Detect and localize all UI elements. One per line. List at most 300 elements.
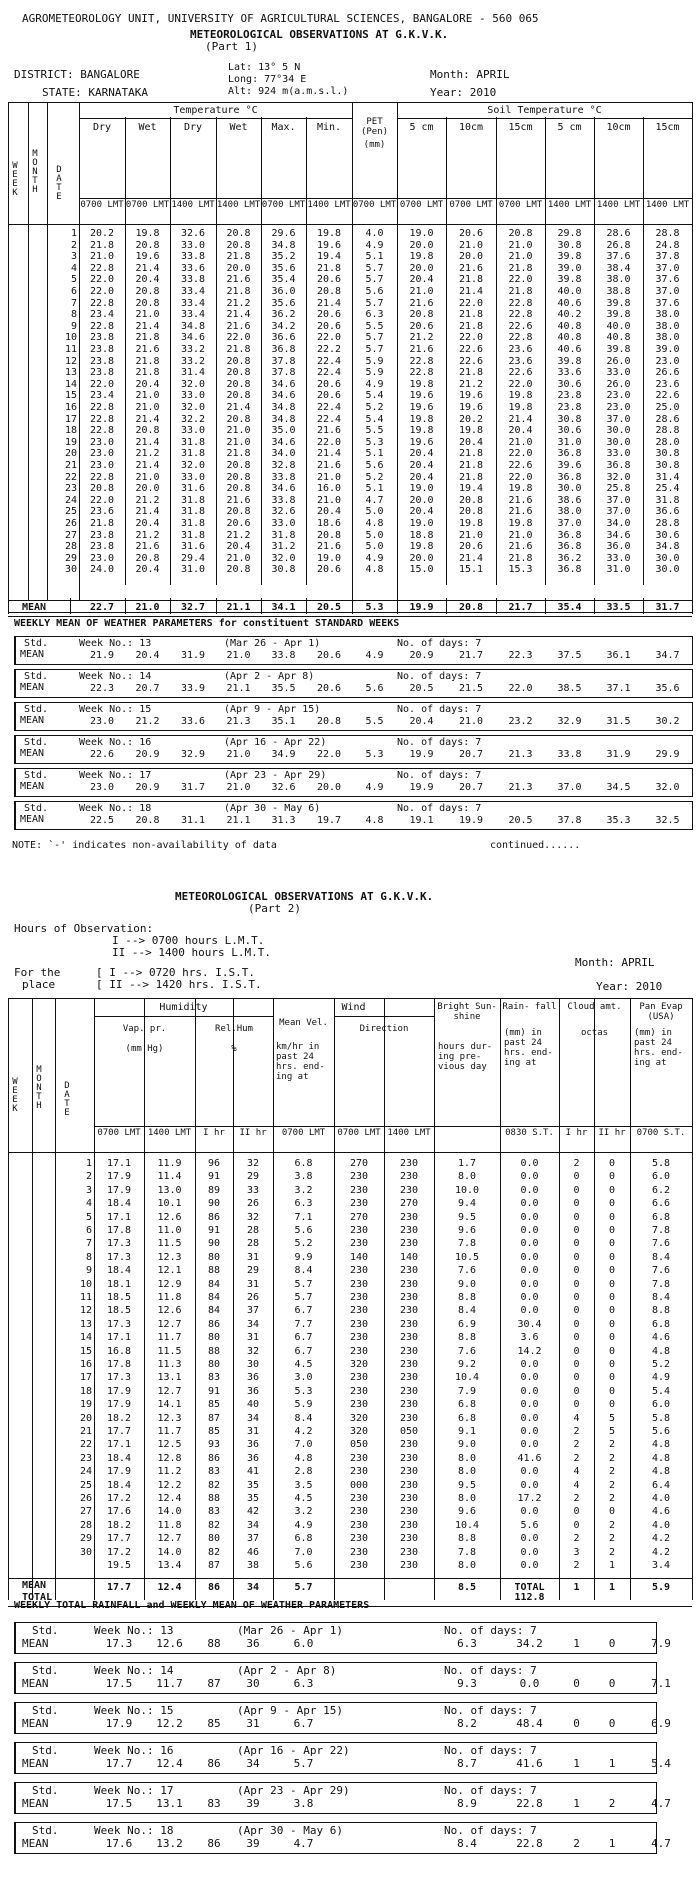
date-cell: 14 (79, 1332, 92, 1344)
data-cell: 12.6 (157, 1305, 182, 1317)
data-cell: 36.0 (271, 286, 296, 297)
data-cell: 31.8 (180, 448, 206, 460)
date-cell: 22 (79, 1439, 92, 1451)
data-cell: 20.6 (226, 518, 251, 529)
data-cell: 39.8 (606, 297, 631, 309)
data-cell: 36.8 (557, 448, 582, 460)
data-cell: 21.6 (508, 506, 533, 518)
weekly-value: 0 (573, 1717, 580, 1730)
data-cell: 270 (349, 1211, 369, 1223)
data-cell: 5.9 (365, 367, 384, 379)
data-cell: 26.6 (655, 367, 680, 379)
data-cell: 96 (207, 1158, 221, 1169)
data-cell: 22.0 (458, 297, 484, 309)
data-cell: 22.0 (226, 332, 251, 344)
data-cell: 2 (573, 1533, 580, 1545)
data-cell: 0 (573, 1171, 580, 1183)
data-cell: 38.0 (557, 506, 582, 518)
time-header: 0700 LMT (352, 200, 397, 210)
weekly-value: 17.9 (105, 1717, 133, 1730)
data-cell: 36.0 (606, 541, 631, 553)
data-cell: 230 (349, 1372, 369, 1384)
column-divider (594, 598, 595, 614)
data-cell: 23.6 (508, 355, 533, 367)
date-cell: 24 (64, 494, 77, 506)
data-cell: 82 (207, 1519, 221, 1531)
data-cell: 22.6 (508, 367, 533, 379)
data-cell: 21.4 (316, 448, 342, 460)
data-cell: 230 (349, 1238, 369, 1250)
data-cell: 5.6 (651, 1426, 671, 1437)
data-cell: 230 (349, 1466, 369, 1478)
data-cell: 12.7 (157, 1385, 182, 1397)
date-cell: 15 (64, 390, 77, 402)
column-divider (692, 998, 693, 1600)
data-cell: 230 (399, 1184, 419, 1196)
data-cell: 270 (399, 1198, 419, 1210)
weekly-mean-label: MEAN (22, 1677, 49, 1690)
data-cell: 20.4 (508, 425, 533, 437)
data-cell: 34.8 (271, 239, 296, 251)
data-cell: 91 (207, 1225, 221, 1236)
date-cell: 18 (64, 425, 77, 437)
data-cell: 230 (399, 1560, 419, 1571)
data-cell: 18.1 (106, 1278, 132, 1290)
data-cell: 4.8 (651, 1439, 671, 1451)
date-cell: 8 (70, 309, 77, 321)
data-cell: 20.8 (508, 228, 533, 239)
weekly-value: 11.7 (156, 1677, 183, 1690)
data-cell: 5.2 (365, 402, 384, 413)
data-cell: 0.0 (520, 1399, 539, 1411)
mean-cell: 12.4 (157, 1582, 182, 1593)
date-cell: 14 (64, 378, 77, 390)
data-cell: 21.0 (458, 239, 484, 251)
data-cell: 33.8 (271, 471, 296, 483)
data-cell: 21.6 (508, 494, 533, 506)
data-cell: 80 (207, 1332, 221, 1344)
weekly-mean-label: MEAN (22, 1797, 49, 1810)
date-cell: 9 (70, 320, 77, 332)
date-cell: 10 (79, 1278, 92, 1290)
data-cell: 230 (349, 1533, 369, 1545)
data-cell: 17.6 (106, 1506, 132, 1518)
data-cell: 4.0 (365, 228, 384, 239)
weekly-value: 21.3 (508, 782, 533, 793)
weekly-days: No. of days: 7 (444, 1624, 537, 1637)
data-cell: 20.0 (409, 262, 434, 274)
weekly-range: (Apr 30 - May 6) (224, 803, 321, 814)
rule-line (79, 198, 692, 199)
data-cell: 0.0 (520, 1184, 539, 1196)
data-cell: 0 (608, 1332, 616, 1344)
weekly-value: 21.3 (508, 749, 533, 760)
weekly-days: No. of days: 7 (444, 1744, 537, 1757)
mean-cell: 21.7 (508, 602, 533, 613)
weekly-days: No. of days: 7 (397, 671, 482, 682)
data-cell: 22.8 (89, 402, 115, 413)
time-header: 0700 LMT (97, 1128, 141, 1138)
data-cell: 31.0 (180, 564, 206, 576)
data-cell: 19.0 (316, 552, 342, 564)
data-cell: 22.8 (409, 355, 434, 367)
data-cell: 14.1 (157, 1399, 182, 1411)
data-cell: 37.8 (271, 355, 296, 367)
date-cell: 8 (85, 1251, 92, 1263)
data-cell: 5.2 (294, 1238, 313, 1250)
data-cell: 22.8 (89, 471, 115, 483)
data-cell: 20.4 (458, 436, 484, 448)
data-cell: 34.8 (180, 320, 206, 332)
data-cell: 88 (207, 1493, 221, 1504)
weekly-value: 17.6 (105, 1837, 133, 1850)
date-column-header: DATE (64, 1081, 70, 1118)
date-cell: 19 (64, 436, 77, 448)
soil-subheader: 5 cm (557, 122, 582, 133)
weekly-title-part1: WEEKLY MEAN OF WEATHER PARAMETERS for constituent STANDARD WEEKS (14, 618, 400, 629)
data-cell: 28.0 (655, 436, 680, 448)
data-cell: 17.1 (106, 1211, 132, 1223)
mean-vel-header: Mean Vel. (279, 1018, 328, 1028)
data-cell: 19.0 (409, 518, 434, 529)
weekly-value: 3.8 (293, 1797, 314, 1810)
data-cell: 83 (207, 1506, 221, 1518)
data-cell: 12.3 (157, 1412, 182, 1424)
weekly-value: 33.8 (271, 650, 296, 661)
data-cell: 4.6 (651, 1506, 671, 1518)
data-cell: 34.8 (655, 541, 680, 553)
weekly-value: 6.0 (293, 1637, 314, 1650)
data-cell: 4.2 (294, 1426, 313, 1437)
data-cell: 5.6 (365, 286, 384, 297)
weekly-value: 22.0 (316, 749, 342, 760)
data-cell: 21.8 (458, 448, 484, 460)
weekly-value: 22.3 (89, 683, 115, 694)
temp-subheader: Wet (229, 122, 248, 133)
weekly-value: 0.0 (519, 1677, 540, 1690)
time-header: 0700 LMT (337, 1128, 381, 1138)
data-cell: 37 (246, 1305, 260, 1317)
data-cell: 4.8 (365, 564, 384, 576)
weekly-days: No. of days: 7 (444, 1704, 537, 1717)
mean-cell: 1 (573, 1582, 580, 1593)
data-cell: 2 (573, 1452, 580, 1464)
data-cell: 21.6 (226, 494, 251, 506)
data-cell: 38.6 (557, 494, 582, 506)
weekly-value: 19.1 (409, 815, 434, 826)
weekly-value: 32.9 (557, 716, 582, 727)
data-cell: 18.6 (316, 518, 342, 529)
data-cell: 22.0 (89, 494, 115, 506)
data-cell: 20.2 (89, 228, 115, 239)
weekly-std-label: Std. (24, 737, 49, 748)
weekly-std-label: Std. (32, 1744, 59, 1757)
data-cell: 8.8 (457, 1292, 477, 1303)
data-cell: 5.2 (651, 1359, 671, 1370)
data-cell: 25.0 (655, 402, 680, 413)
data-cell: 11.5 (157, 1345, 182, 1357)
mean-cell: 21.0 (135, 602, 160, 613)
data-cell: 0 (573, 1372, 580, 1384)
data-cell: 10.4 (454, 1519, 480, 1531)
data-cell: 36.2 (557, 552, 582, 564)
data-cell: 0 (573, 1385, 580, 1397)
weekly-value: 4.9 (365, 782, 384, 793)
weekly-value: 88 (207, 1637, 221, 1650)
data-cell: 29.6 (271, 228, 296, 239)
data-cell: 22.0 (508, 448, 533, 460)
latitude: Lat: 13° 5 N (228, 62, 301, 73)
weekly-value: 20.8 (135, 815, 160, 826)
data-cell: 4.6 (651, 1332, 671, 1344)
rule-line (8, 600, 692, 601)
time-header: 1400 LMT (171, 200, 215, 210)
data-cell: 21.0 (135, 471, 160, 483)
data-cell: 87 (207, 1560, 221, 1571)
data-cell: 36 (246, 1452, 260, 1464)
data-cell: 36.8 (557, 541, 582, 553)
weekly-value: 20.9 (135, 782, 160, 793)
data-cell: 230 (349, 1519, 369, 1531)
data-cell: 0 (573, 1211, 580, 1223)
data-cell: 2 (573, 1493, 580, 1504)
data-cell: 33.0 (271, 518, 296, 529)
data-cell: 230 (349, 1345, 369, 1357)
data-cell: 7.6 (651, 1265, 671, 1277)
data-cell: 5.8 (651, 1412, 671, 1424)
data-cell: 38 (246, 1560, 260, 1571)
data-cell: 4.0 (651, 1493, 671, 1504)
data-cell: 20.4 (409, 274, 434, 286)
data-cell: 21.6 (316, 425, 342, 437)
data-cell: 4 (573, 1479, 580, 1491)
data-cell: 20.8 (226, 483, 251, 495)
data-cell: 23.8 (557, 390, 582, 402)
data-cell: 21.2 (135, 494, 160, 506)
district-label: DISTRICT: BANGALORE (14, 68, 140, 81)
data-cell: 230 (349, 1225, 369, 1236)
data-cell: 5.9 (294, 1399, 313, 1411)
weekly-value: 0 (573, 1677, 580, 1690)
data-cell: 83 (207, 1372, 221, 1384)
weekly-value: 20.8 (316, 716, 342, 727)
data-cell: 19.8 (458, 425, 484, 437)
date-cell: 9 (85, 1265, 92, 1277)
humidity-group-header: Humidity (159, 1002, 208, 1013)
date-cell: 16 (64, 402, 77, 413)
time-header: 1400 LMT (596, 200, 641, 210)
date-cell: 29 (64, 552, 77, 564)
weekly-days: No. of days: 7 (444, 1824, 537, 1837)
data-cell: 19.5 (106, 1560, 132, 1571)
data-cell: 19.0 (409, 483, 434, 495)
weekly-range: (Apr 23 - Apr 29) (224, 770, 327, 781)
data-cell: 3.2 (294, 1184, 313, 1196)
data-cell: 93 (207, 1439, 221, 1451)
weekly-std-label: Std. (24, 671, 49, 682)
data-cell: 22.0 (508, 471, 533, 483)
weekly-value: 12.4 (156, 1757, 183, 1770)
data-cell: 050 (349, 1439, 369, 1451)
data-cell: 33.0 (180, 425, 206, 437)
data-cell: 28.6 (655, 413, 680, 425)
data-cell: 5.0 (365, 541, 384, 553)
date-cell: 12 (64, 355, 77, 367)
data-cell: 8.0 (457, 1560, 477, 1571)
data-cell: 31.4 (180, 367, 206, 379)
data-cell: 6.8 (294, 1533, 313, 1545)
data-cell: 91 (207, 1171, 221, 1183)
weekly-days: No. of days: 7 (397, 704, 482, 715)
mean-cell: 20.8 (458, 602, 484, 613)
data-cell: 20.8 (226, 239, 251, 251)
data-cell: 21.6 (508, 541, 533, 553)
data-cell: 39.8 (557, 274, 582, 286)
data-cell: 25.8 (606, 483, 631, 495)
date-cell: 25 (79, 1479, 92, 1491)
data-cell: 12.7 (157, 1318, 182, 1330)
data-cell: 20.6 (316, 564, 342, 576)
data-cell: 21.8 (458, 460, 484, 471)
data-cell: 0.0 (520, 1372, 539, 1384)
data-cell: 230 (399, 1345, 419, 1357)
data-cell: 7.1 (294, 1211, 313, 1223)
date-cell: 1 (70, 228, 77, 239)
weekly-value: 1 (573, 1757, 580, 1770)
data-cell: 20.4 (135, 564, 160, 576)
data-cell: 0.0 (520, 1506, 539, 1518)
weekly-value: 37.0 (557, 782, 582, 793)
data-cell: 21.8 (226, 251, 251, 263)
weekly-value: 19.9 (409, 782, 434, 793)
data-cell: 5.7 (365, 262, 384, 274)
rule-line (8, 998, 692, 999)
date-cell: 12 (79, 1305, 92, 1317)
data-cell: 23.0 (606, 390, 631, 402)
weekly-value: 20.5 (508, 815, 533, 826)
data-cell: 230 (349, 1385, 369, 1397)
data-cell: 22.4 (316, 413, 342, 425)
data-cell: 17.9 (106, 1399, 132, 1411)
data-cell: 20.8 (135, 425, 160, 437)
data-cell: 40 (246, 1399, 260, 1411)
weekly-value: 0 (608, 1717, 616, 1730)
data-cell: 6.7 (294, 1305, 313, 1317)
data-cell: 8.4 (294, 1265, 313, 1277)
weekly-range: (Apr 9 - Apr 15) (237, 1704, 343, 1717)
data-cell: 23.8 (89, 355, 115, 367)
data-cell: 4.8 (365, 518, 384, 529)
data-cell: 15.0 (409, 564, 434, 576)
data-cell: 32.8 (271, 460, 296, 471)
weekly-value: 20.5 (409, 683, 434, 694)
data-cell: 18.2 (106, 1412, 132, 1424)
data-cell: 14.0 (157, 1506, 182, 1518)
week-column-header: WEEK (12, 161, 18, 198)
weekly-value: 38.5 (557, 683, 582, 694)
data-cell: 320 (349, 1359, 369, 1370)
data-cell: 21.8 (135, 367, 160, 379)
data-cell: 230 (349, 1171, 369, 1183)
data-cell: 5.7 (365, 274, 384, 286)
temp-subheader: Max. (271, 122, 296, 133)
data-cell: 20.6 (409, 320, 434, 332)
column-divider (446, 598, 447, 614)
weekly-value: 22.8 (516, 1797, 543, 1810)
data-cell: 26 (246, 1292, 260, 1303)
date-cell: 6 (85, 1225, 92, 1236)
data-cell: 2 (573, 1426, 580, 1437)
data-cell: 10.5 (454, 1251, 480, 1263)
data-cell: 36.6 (271, 332, 296, 344)
data-cell: 31 (246, 1426, 260, 1437)
weekly-value: 35.6 (655, 683, 680, 694)
continued-text: continued...... (490, 840, 581, 851)
weekly-range: (Apr 16 - Apr 22) (237, 1744, 350, 1757)
data-cell: 37.0 (606, 494, 631, 506)
weekly-value: 17.7 (105, 1757, 133, 1770)
data-cell: 140 (399, 1251, 419, 1263)
data-cell: 230 (399, 1506, 419, 1518)
data-cell: 0 (573, 1238, 580, 1250)
data-cell: 7.9 (457, 1385, 477, 1397)
data-cell: 80 (207, 1533, 221, 1545)
column-divider (32, 998, 33, 1600)
data-cell: 21.2 (135, 448, 160, 460)
data-cell: 22.8 (508, 297, 533, 309)
data-cell: 7.7 (294, 1318, 313, 1330)
data-cell: 4.2 (651, 1546, 671, 1558)
data-cell: 21.0 (89, 251, 115, 263)
data-cell: 12.2 (157, 1479, 182, 1491)
data-cell: 12.6 (157, 1211, 182, 1223)
data-cell: 21.8 (226, 448, 251, 460)
data-cell: 20.6 (458, 228, 484, 239)
altitude: Alt: 924 m(a.m.s.l.) (228, 86, 349, 97)
weekly-value: 4.9 (365, 650, 384, 661)
data-cell: 18.5 (106, 1292, 132, 1303)
date-cell: 26 (64, 518, 77, 529)
data-cell: 21.8 (508, 286, 533, 297)
data-cell: 4.8 (651, 1452, 671, 1464)
time-header: 1400 LMT (147, 1128, 192, 1138)
data-cell: 34.6 (271, 390, 296, 402)
data-cell: 19.6 (316, 239, 342, 251)
weekly-value: 22.8 (516, 1837, 543, 1850)
data-cell: 23.0 (606, 402, 631, 413)
data-cell: 0.0 (520, 1198, 539, 1210)
data-cell: 31 (246, 1278, 260, 1290)
data-cell: 28.8 (655, 228, 680, 239)
data-cell: 18.4 (106, 1452, 132, 1464)
data-cell: 38.8 (606, 286, 631, 297)
data-cell: 32.0 (271, 552, 296, 564)
data-cell: 21.8 (458, 471, 484, 483)
time-header: 1400 LMT (645, 200, 690, 210)
soil-subheader: 15cm (655, 122, 680, 133)
data-cell: 17.1 (106, 1158, 132, 1169)
week-column-header: WEEK (12, 1077, 18, 1114)
data-cell: 5 (608, 1426, 616, 1437)
date-cell: 10 (64, 332, 77, 344)
longitude: Long: 77°34 E (228, 74, 307, 85)
data-cell: 39.8 (557, 251, 582, 263)
data-cell: 30.6 (655, 529, 680, 541)
data-cell: 4.9 (651, 1372, 671, 1384)
data-cell: 20.0 (409, 494, 434, 506)
data-cell: 32.0 (180, 460, 206, 471)
data-cell: 0.0 (520, 1426, 539, 1437)
